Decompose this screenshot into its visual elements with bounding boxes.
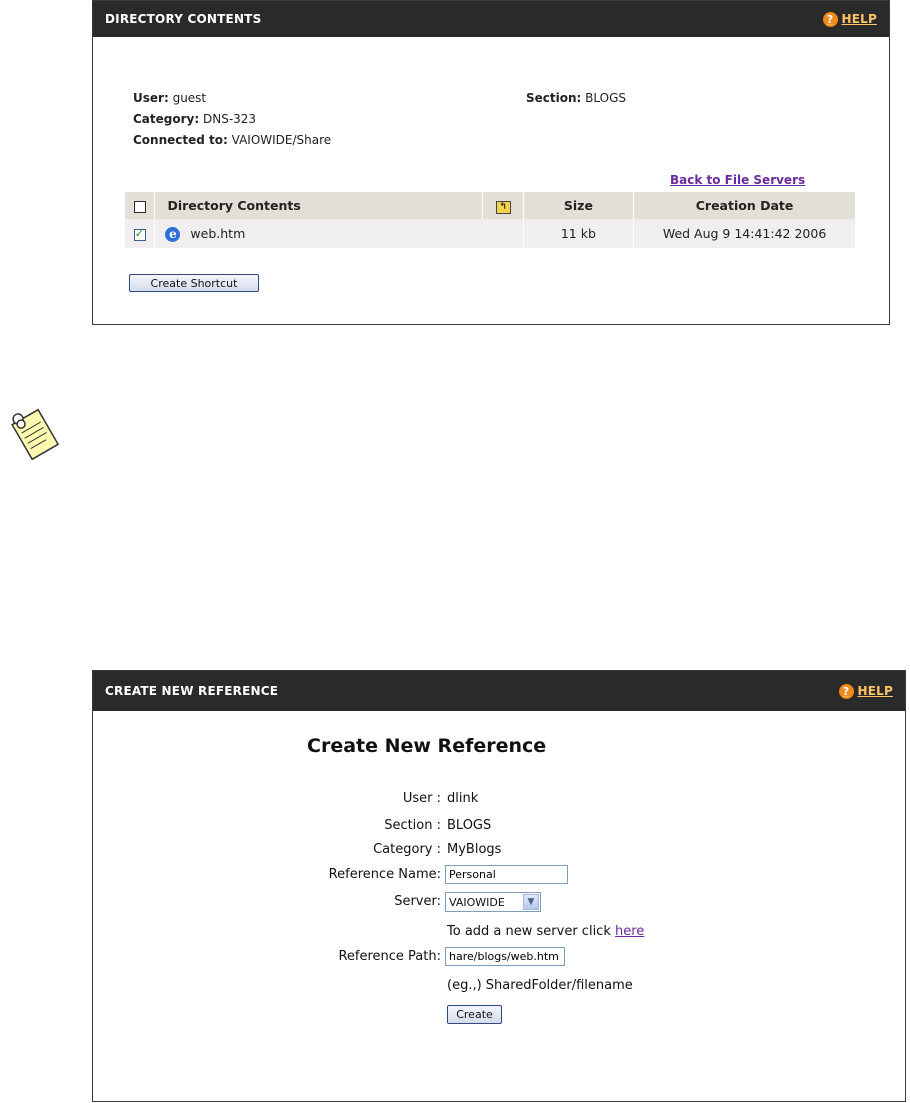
help-label: HELP xyxy=(857,684,893,698)
help-icon: ? xyxy=(823,12,838,27)
reference-name-row xyxy=(93,867,893,889)
section-value: BLOGS xyxy=(447,818,492,833)
category-info xyxy=(133,112,256,126)
panel-title: CREATE NEW REFERENCE xyxy=(105,684,279,698)
help-icon: ? xyxy=(839,684,854,699)
server-label: Server: xyxy=(394,894,441,909)
section-value: BLOGS xyxy=(585,91,627,105)
server-row xyxy=(93,894,893,916)
folder-up-icon[interactable]: ↰ xyxy=(496,201,511,214)
connected-value: VAIOWIDE/Share xyxy=(231,133,332,147)
user-label: User : xyxy=(402,791,441,806)
add-server-row xyxy=(447,924,644,939)
add-server-link[interactable]: here xyxy=(615,924,645,939)
file-name-cell xyxy=(155,219,523,248)
section-label: Section: xyxy=(526,91,582,105)
create-reference-panel xyxy=(92,670,906,1102)
back-to-file-servers-link[interactable]: Back to File Servers xyxy=(670,173,806,187)
user-value: dlink xyxy=(447,791,479,806)
user-label: User: xyxy=(133,91,169,105)
reference-path-label: Reference Path: xyxy=(338,949,441,964)
section-info xyxy=(526,91,626,105)
note-pad-icon xyxy=(8,404,64,464)
user-value: guest xyxy=(172,91,207,105)
directory-contents-panel xyxy=(92,0,890,325)
column-header-size[interactable]: Size xyxy=(523,192,633,219)
directory-table xyxy=(125,192,856,248)
panel-header xyxy=(93,671,905,711)
panel-title: DIRECTORY CONTENTS xyxy=(105,12,262,26)
file-date: Wed Aug 9 14:41:42 2006 xyxy=(634,219,856,248)
ie-file-icon: e xyxy=(165,227,180,242)
server-selected-value: VAIOWIDE xyxy=(449,895,505,909)
chevron-down-icon[interactable]: ▼ xyxy=(523,894,539,910)
category-value: MyBlogs xyxy=(447,842,502,857)
section-label: Section : xyxy=(384,818,441,833)
help-label: HELP xyxy=(841,12,877,26)
connected-info xyxy=(133,133,331,147)
form-heading: Create New Reference xyxy=(307,735,547,757)
help-link[interactable] xyxy=(823,12,877,27)
panel-header xyxy=(93,1,889,37)
file-size: 11 kb xyxy=(523,219,633,248)
category-label: Category : xyxy=(373,842,441,857)
select-all-checkbox[interactable] xyxy=(134,201,146,213)
folder-up-cell xyxy=(483,192,523,219)
row-checkbox[interactable] xyxy=(134,229,146,241)
create-shortcut-button[interactable]: Create Shortcut xyxy=(129,274,259,292)
reference-path-row xyxy=(93,949,893,971)
create-button[interactable]: Create xyxy=(447,1005,502,1024)
table-row xyxy=(125,219,856,248)
help-link[interactable] xyxy=(839,684,893,699)
file-name[interactable]: web.htm xyxy=(190,225,246,241)
row-check-cell xyxy=(125,219,155,248)
connected-label: Connected to: xyxy=(133,133,228,147)
select-all-cell xyxy=(125,192,155,219)
table-header-row xyxy=(125,192,856,219)
column-header-date[interactable]: Creation Date xyxy=(634,192,856,219)
example-hint: (eg.,) SharedFolder/filename xyxy=(447,978,633,993)
category-value: DNS-323 xyxy=(202,112,257,126)
category-label: Category: xyxy=(133,112,200,126)
reference-name-label: Reference Name: xyxy=(328,867,441,882)
server-select[interactable] xyxy=(445,892,541,912)
add-server-text: To add a new server click xyxy=(447,924,611,939)
column-header-name[interactable]: Directory Contents xyxy=(155,192,483,219)
reference-path-input[interactable] xyxy=(445,947,565,966)
user-info xyxy=(133,91,206,105)
reference-name-input[interactable] xyxy=(445,865,568,884)
